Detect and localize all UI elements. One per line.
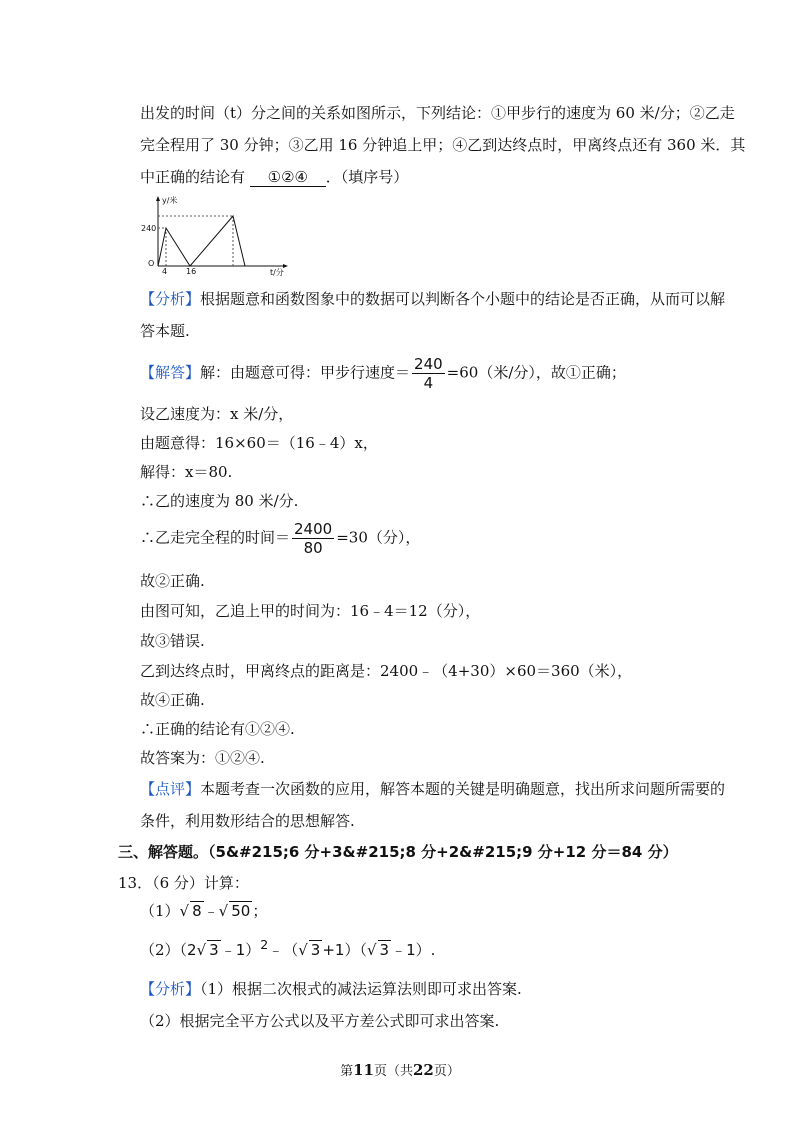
solution-line-8 [140,600,480,621]
comment-line-1 [140,778,725,799]
solution-text-1: 解：由题意可得：甲步行速度＝ [200,363,411,382]
problem-line-2 [140,134,745,155]
radical-icon: √ [218,902,229,920]
radicand-3b: 3 [310,941,321,959]
solution-text-11: 故④正确. [140,691,205,709]
distance-time-graph [140,194,300,276]
analysis-tag: 【分析】 [140,290,201,308]
expr-seg-d: +1）（ [322,941,367,959]
y-axis-label: y/米 [162,196,178,205]
expr-seg-a: （2 [179,941,197,959]
page-number: 11 [353,1061,374,1079]
solution-line-9 [140,630,205,651]
q13-part-1-end: ； [252,902,268,920]
q13-header [118,872,249,893]
solution-text-6b: =30（分）， [336,528,421,547]
solution-text-4: 解得：x＝80. [140,463,233,481]
footer-post: 页） [433,1064,460,1079]
problem-line-1 [140,102,735,123]
solution-line-11 [140,689,205,710]
solution-tag: 【解答】 [140,363,201,382]
expr-seg-c: ﹣（ [268,941,299,959]
total-pages: 22 [413,1061,434,1079]
radical-icon: √ [366,941,377,959]
solution-line-6 [140,520,420,557]
analysis2-tag: 【分析】 [140,980,201,998]
y-axis-arrow [156,196,160,201]
page-footer [0,1060,800,1079]
footer-pre: 第 [340,1064,354,1079]
comment-text-2: 条件，利用数形结合的思想解答. [140,812,355,830]
section-3-title: 三、解答题。（5&#215;6 分+3&#215;8 分+2&#215;9 分+12 分＝84 分） [118,843,678,861]
solution-text-5: ∴乙的速度为 80 米/分. [140,492,299,510]
solution-line-5 [140,490,298,511]
exponent-2: 2 [260,937,269,952]
radicand-8: 8 [192,902,202,920]
comment-text-1: 本题考查一次函数的应用，解答本题的关键是明确题意，找出所求问题所需要的 [200,780,726,798]
radical-icon: √ [196,941,207,959]
x-tick-4: 4 [162,267,168,276]
radicand-3c: 3 [379,941,390,959]
x-tick-16: 16 [186,267,197,276]
analysis-text-1: 根据题意和函数图象中的数据可以判断各个小题中的结论是否正确，从而可以解 [200,290,726,308]
solution-text-2: 设乙速度为：x 米/分， [140,405,294,423]
solution-line-2 [140,403,293,424]
solution-text-8: 由图可知，乙追上甲的时间为：16﹣4＝12（分）， [140,602,481,620]
fraction-denominator: 4 [423,374,434,392]
radicand-3a: 3 [209,941,219,959]
answer-blank: ①②④ [250,168,326,187]
solution-line-4 [140,461,232,482]
solution-text-7: 故②正确. [140,572,205,590]
problem-text-3: 中正确的结论有 [140,168,246,186]
analysis-line-2 [140,320,190,341]
origin-label: O [148,259,155,268]
solution-line-3 [140,432,378,453]
comment-line-2 [140,810,355,831]
y-tick-240: 240 [141,224,157,233]
q13-part-1-expr: √ 8 ﹣√ 50 [179,902,251,920]
radical-icon: √ [179,902,190,920]
solution-text-6: ∴乙走完全程的时间＝ [140,528,291,547]
solution-line-10 [140,660,632,681]
fraction-240-4 [412,355,445,392]
expr-seg-e: ﹣1）. [391,941,436,959]
graph-line [158,216,245,266]
analysis2-line-1 [140,978,522,999]
problem-text-2: 完全程用了 30 分钟；③乙用 16 分钟追上甲；④乙到达终点时，甲离终点还有 360 米．其 [140,136,746,154]
fraction-2400-80 [292,520,334,557]
problem-line-3 [140,166,408,187]
solution-line-13 [140,747,265,768]
fill-hint: ．（填序号） [325,168,409,186]
fraction-numerator: 240 [414,355,443,373]
x-axis-label: t/分 [270,268,284,276]
fraction-numerator: 2400 [294,520,333,538]
solution-line-7 [140,570,205,591]
fraction-denominator: 80 [303,539,323,557]
analysis2-line-2 [140,1010,499,1031]
analysis2-text-1: （1）根据二次根式的减法运算法则即可求出答案. [200,980,522,998]
analysis-line-1 [140,288,725,309]
q13-part-1 [140,900,267,921]
analysis2-text-2: （2）根据完全平方公式以及平方差公式即可求出答案. [140,1012,500,1030]
radicand-50: 50 [231,902,251,920]
solution-text-9: 故③错误. [140,632,205,650]
solution-text-12: ∴正确的结论有①②④. [140,720,295,738]
solution-line-1 [140,355,626,392]
q13-part-1-label: （1） [140,902,180,920]
comment-tag: 【点评】 [140,780,201,798]
radical-icon: √ [298,941,308,959]
analysis-text-2: 答本题. [140,322,190,340]
section-3-heading [118,841,678,862]
q13-header-text: 13．（6 分）计算： [118,874,249,892]
q13-part-2-label: （2） [140,941,180,959]
q13-part-2-expr [179,937,436,959]
problem-text-1: 出发的时间（t）分之间的关系如图所示，下列结论：①甲步行的速度为 60 米/分；②乙走 [140,104,735,122]
expr-seg-b: ﹣1） [220,941,261,959]
solution-text-3: 由题意得：16×60＝（16﹣4）x， [140,434,378,452]
solution-line-12 [140,718,295,739]
solution-text-10: 乙到达终点时，甲离终点的距离是：2400﹣（4+30）×60＝360（米）， [140,662,633,680]
solution-text-1b: =60（米/分），故①正确； [446,363,626,382]
solution-text-13: 故答案为：①②④. [140,749,265,767]
footer-mid: 页（共 [373,1064,413,1079]
q13-part-2 [140,937,435,960]
